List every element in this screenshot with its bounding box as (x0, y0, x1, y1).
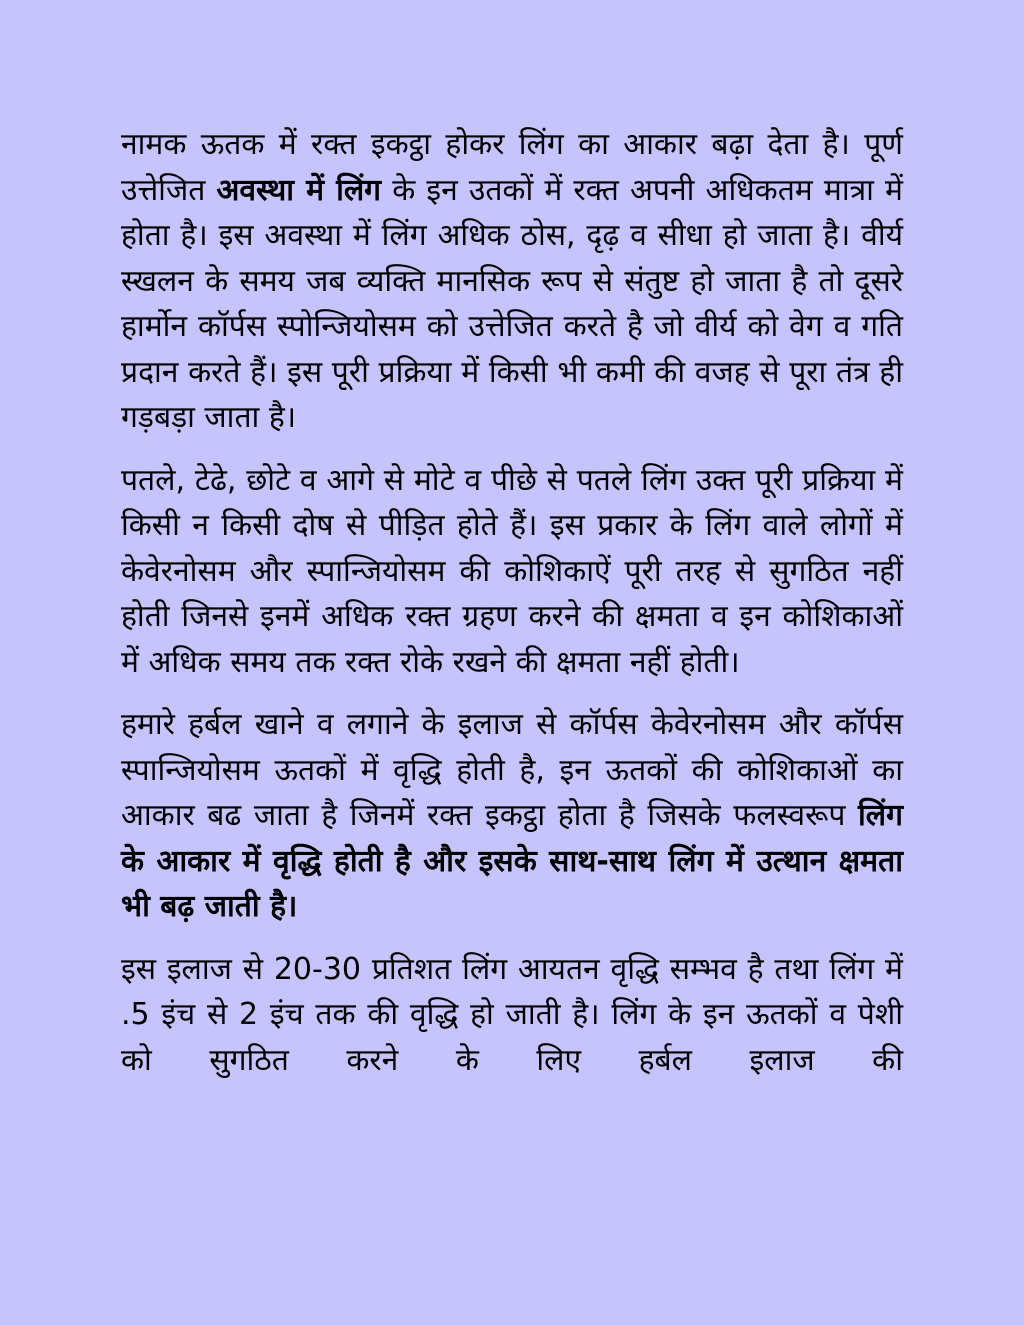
paragraph-3 (121, 702, 903, 930)
paragraph-2-text: पतले, टेढे, छोटे व आगे से मोटे व पीछे से पतले लिंग उक्त पूरी प्रक्रिया में किसी न किसी दोष से पीड़ित होते हैं। इस प्रकार के लिंग वाले लोगों में केवेरनोसम और स्पान्जियोसम की कोशिकाऐं पूरी तरह से सुगठित नहीं होती जिनसे इनमें अधिक रक्त ग्रहण करने की क्षमता व इन कोशिकाओं में अधिक समय तक रक्त रोके रखने की क्षमता नहीं होती। (121, 462, 903, 680)
document-page (121, 122, 903, 1100)
paragraph-1-text-2: के इन उतकों में रक्त अपनी अधिकतम मात्रा में होता है। इस अवस्था में लिंग अधिक ठोस, दृढ़ व सीधा हो जाता है। वीर्य स्खलन के समय जब व्यक्ति मानसिक रूप से संतुष्ट हो जाता है तो दूसरे हार्मोन कॉर्पस स्पोन्जियोसम को उत्तेजित करते है जो वीर्य को वेग व गति प्रदान करते हैं। इस पूरी प्रक्रिया में किसी भी कमी की वजह से पूरा तंत्र ही गड़बड़ा जाता है। (121, 172, 903, 435)
paragraph-3-bold-phrase: लिंग के आकार में वृद्धि होती है और इसके साथ-साथ लिंग में उत्थान क्षमता भी बढ़ जाती है। (121, 798, 903, 924)
paragraph-3-text: हमारे हर्बल खाने व लगाने के इलाज से कॉर्पस केवेरनोसम और कॉर्पस स्पान्जियोसम ऊतकों में वृद्धि होती है, इन ऊतकों की कोशिकाओं का आकार बढ जाता है जिनमें रक्त इकट्ठा होता है जिसके फलस्वरूप (121, 707, 903, 833)
paragraph-1-bold-phrase: अवस्था में लिंग (216, 172, 382, 208)
paragraph-4 (121, 947, 903, 1084)
paragraph-1-text-1: नामक ऊतक में रक्त इकट्ठा होकर लिंग का आकार बढ़ा देता है। पूर्ण उत्तेजित (121, 127, 903, 208)
paragraph-1 (121, 122, 903, 441)
paragraph-4-text: इस इलाज से 20-30 प्रतिशत लिंग आयतन वृद्धि सम्भव है तथा लिंग में .5 इंच से 2 इंच तक की वृद्धि हो जाती है। लिंग के इन ऊतकों व पेशी को सुगठित करने के लिए हर्बल इलाज की (121, 951, 903, 1078)
paragraph-2 (121, 458, 903, 686)
